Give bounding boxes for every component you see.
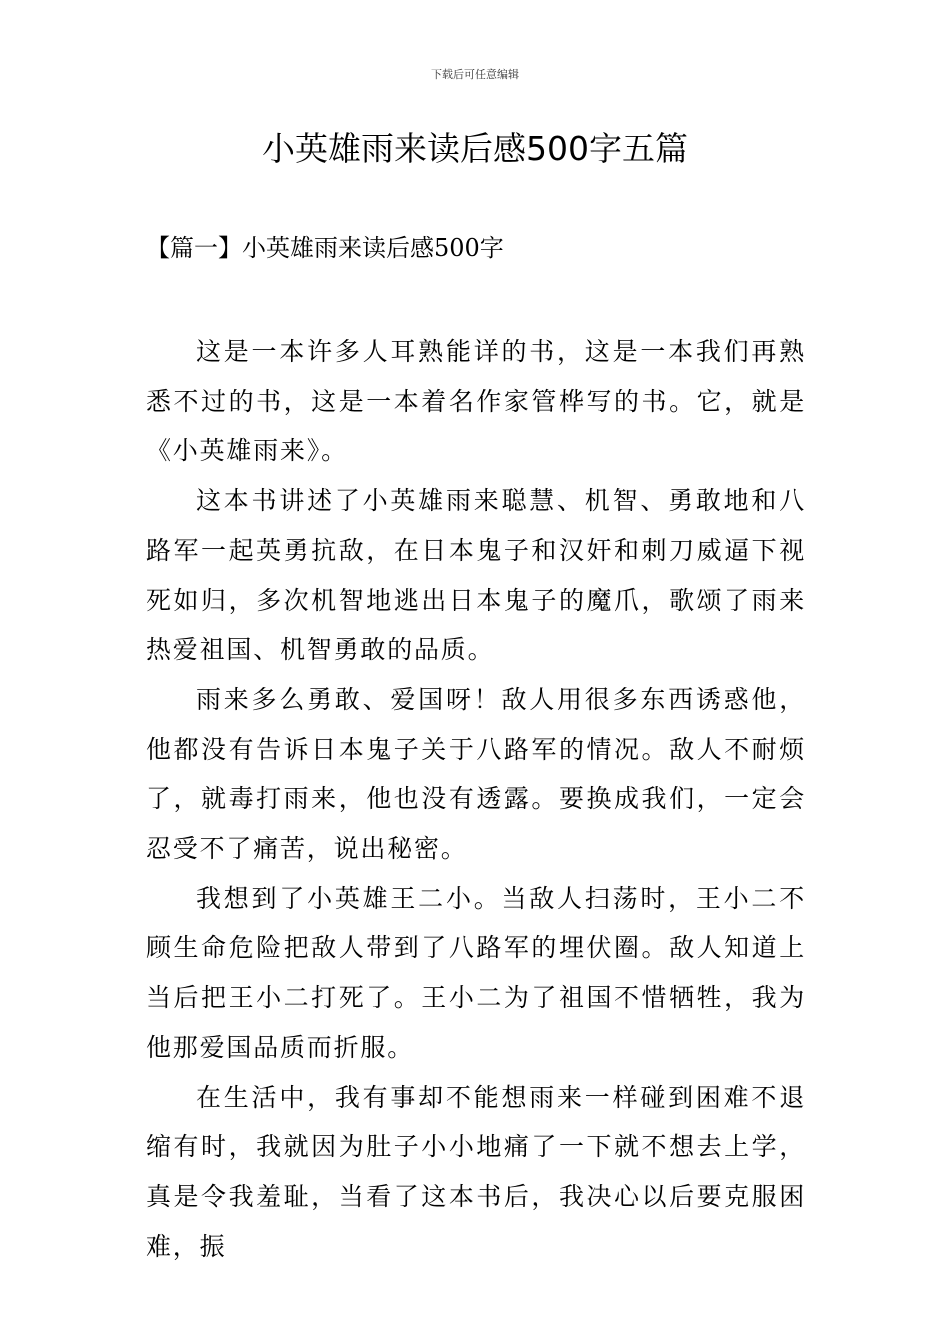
- paragraph: 我想到了小英雄王二小。当敌人扫荡时，王小二不顾生命危险把敌人带到了八路军的埋伏圈。敌人知道上当后把王小二打死了。王小二为了祖国不惜牺牲，我为他那爱国品质而折服。: [146, 883, 806, 1062]
- document-title: 小英雄雨来读后感500字五篇: [262, 129, 688, 168]
- page-header-note: 下载后可任意编辑: [431, 68, 519, 81]
- paragraph: 这本书讲述了小英雄雨来聪慧、机智、勇敢地和八路军一起英勇抗敌，在日本鬼子和汉奸和刺刀威逼下视死如归，多次机智地逃出日本鬼子的魔爪，歌颂了雨来热爱祖国、机智勇敢的品质。: [146, 486, 806, 665]
- paragraph: 这是一本许多人耳熟能详的书，这是一本我们再熟悉不过的书，这是一本着名作家管桦写的书。它，就是《小英雄雨来》。: [146, 337, 806, 466]
- document-body: [146, 327, 806, 1271]
- paragraph: 在生活中，我有事却不能想雨来一样碰到困难不退缩有时，我就因为肚子小小地痛了一下就不想去上学，真是令我羞耻，当看了这本书后，我决心以后要克服困难，振: [146, 1082, 806, 1261]
- paragraph: 雨来多么勇敢、爱国呀！敌人用很多东西诱惑他，他都没有告诉日本鬼子关于八路军的情况。敌人不耐烦了，就毒打雨来，他也没有透露。要换成我们，一定会忍受不了痛苦，说出秘密。: [146, 684, 806, 864]
- section-heading: 【篇一】小英雄雨来读后感500字: [146, 234, 504, 262]
